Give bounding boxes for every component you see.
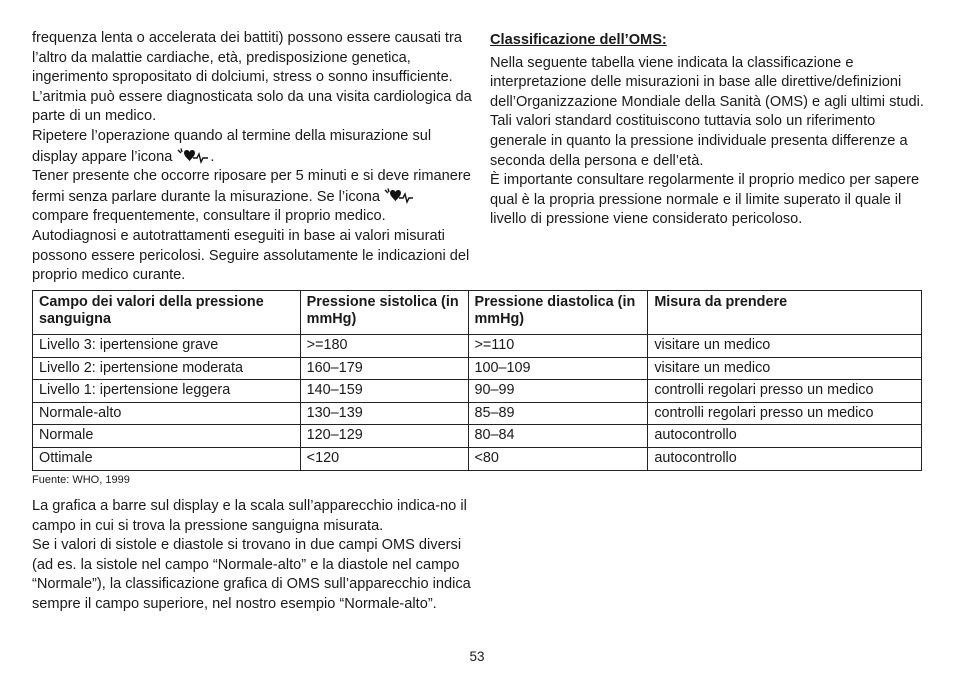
table-cell: 130–139 — [300, 402, 468, 425]
table-cell: 160–179 — [300, 357, 468, 380]
table-cell: Livello 1: ipertensione leggera — [33, 380, 301, 403]
oms-classification-table — [32, 290, 922, 471]
table-row — [33, 447, 922, 470]
oms-intro-paragraph: Nella seguente tabella viene indicata la classificazione e interpretazione delle misurazioni in base alle direttive/definizioni dell’Organizzazione Mondiale della Sanità (OMS) e agli ultimi studi. — [490, 54, 924, 110]
section-heading: Classificazione dell’OMS: — [490, 32, 667, 48]
table-cell: Livello 2: ipertensione moderata — [33, 357, 301, 380]
table-cell: >=180 — [300, 335, 468, 358]
table-cell: 90–99 — [468, 380, 648, 403]
table-cell: controlli regolari presso un medico — [648, 402, 922, 425]
table-cell: <80 — [468, 447, 648, 470]
table-cell: Ottimale — [33, 447, 301, 470]
table-header-row — [33, 291, 922, 335]
bottom-text-block — [32, 497, 472, 615]
table-row — [33, 357, 922, 380]
table-cell: 100–109 — [468, 357, 648, 380]
table-source-note: Fuente: WHO, 1999 — [32, 474, 130, 486]
table-cell: 80–84 — [468, 425, 648, 448]
header-range: Campo dei valori della pressione sanguigna — [33, 291, 301, 335]
table-cell: Normale-alto — [33, 402, 301, 425]
self-diagnosis-paragraph: Autodiagnosi e autotrattamenti eseguiti in base ai valori misurati possono essere pericolosi. Seguire assolutamente le indicazioni del proprio medico curante. — [32, 227, 470, 284]
table-cell: >=110 — [468, 335, 648, 358]
table-row — [33, 380, 922, 403]
table-cell: <120 — [300, 447, 468, 470]
table-row — [33, 335, 922, 358]
table-cell: visitare un medico — [648, 335, 922, 358]
table-cell: 120–129 — [300, 425, 468, 448]
heart-pulse-icon — [176, 147, 210, 165]
oms-reference-paragraph: Tali valori standard costituiscono tuttavia solo un riferimento generale in quanto la pressione individuale presenta differenze a seconda della persona e dell’età. — [490, 113, 908, 169]
table-cell: 85–89 — [468, 402, 648, 425]
repeat-paragraph — [32, 127, 472, 167]
table-cell: controlli regolari presso un medico — [648, 380, 922, 403]
table-cell: autocontrollo — [648, 447, 922, 470]
rest-text: Tener presente che occorre riposare per 5 minuti e si deve rimanere fermi senza parlare durante la misurazione. Se l’icona — [32, 168, 471, 205]
rest-paragraph — [32, 167, 472, 227]
page-number: 53 — [469, 649, 485, 664]
repeat-text: Ripetere l’operazione quando al termine della misurazione sul display appare l’icona — [32, 127, 432, 165]
right-column — [490, 31, 930, 230]
table-cell: 140–159 — [300, 380, 468, 403]
table-row — [33, 402, 922, 425]
table-cell: Normale — [33, 425, 301, 448]
table-cell: Livello 3: ipertensione grave — [33, 335, 301, 358]
table-cell: visitare un medico — [648, 357, 922, 380]
oms-doctor-paragraph: È importante consultare regolarmente il proprio medico per sapere qual è la propria pressione normale e il limite superato il quale il livello di pressione viene considerato pericoloso. — [490, 172, 920, 228]
table-row — [33, 425, 922, 448]
left-column — [32, 29, 472, 286]
table-cell: autocontrollo — [648, 425, 922, 448]
header-action: Misura da prendere — [648, 291, 922, 335]
rest-text-end: compare frequentemente, consultare il proprio medico. — [32, 208, 386, 225]
heart-pulse-icon — [384, 187, 414, 205]
arrhythmia-paragraph: frequenza lenta o accelerata dei battiti) possono essere causati tra l’altro da malattie cardiache, età, predisposizione genetica, ingerimento spropositato di dolciumi, stress o sonno insufficiente. L’aritmia può essere diagnosticata solo da una visita cardiologica da parte di un medico. — [32, 30, 472, 125]
header-systolic: Pressione sistolica (in mmHg) — [300, 291, 468, 335]
header-diastolic: Pressione diastolica (in mmHg) — [468, 291, 648, 335]
classification-example-paragraph: Se i valori di sistole e diastole si trovano in due campi OMS diversi (ad es. la sistole nel campo “Normale-alto” e la diastole nel campo “Normale”), la classificazione grafica di OMS sull’apparecchio indica sempre il campo superiore, nel nostro esempio “Normale-alto”. — [32, 537, 471, 612]
repeat-text-end: . — [210, 148, 215, 165]
bar-graph-paragraph: La grafica a barre sul display e la scala sull’apparecchio indica-no il campo in cui si trova la pressione sanguigna misurata. — [32, 498, 467, 534]
